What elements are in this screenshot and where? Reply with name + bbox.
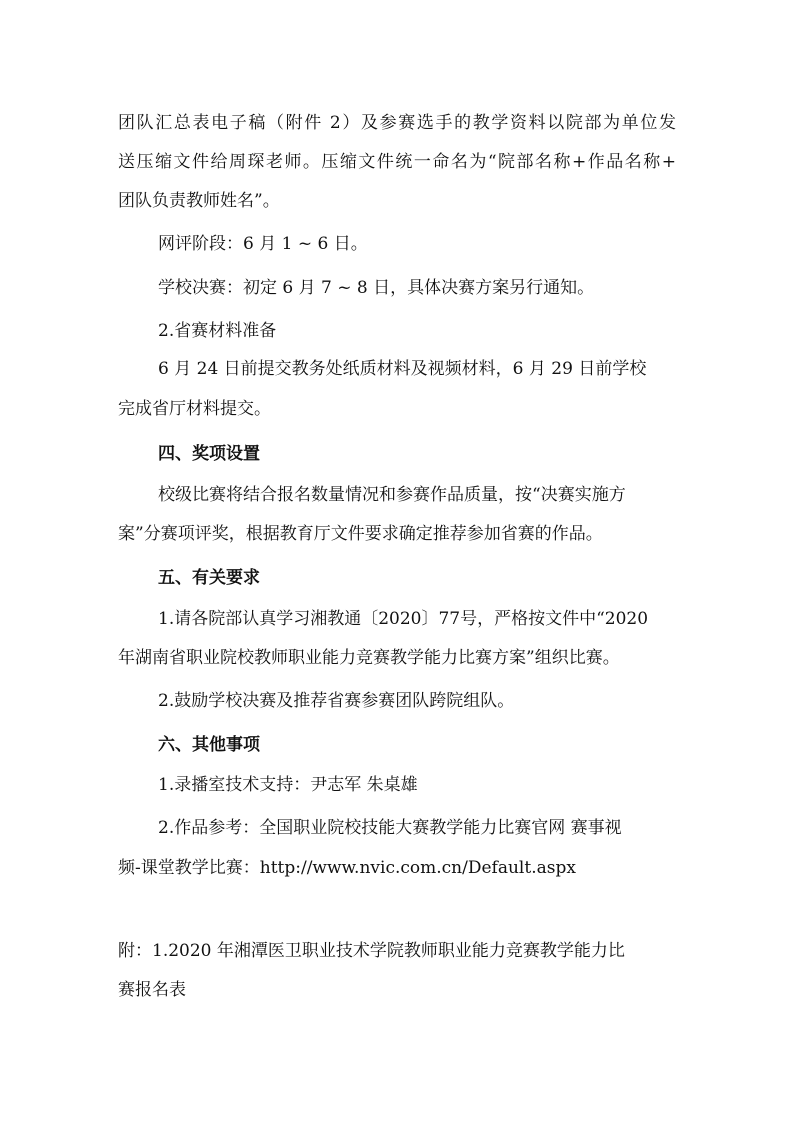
section-heading-awards: 四、奖项设置 (158, 444, 260, 464)
paragraph-line: 1.录播室技术支持：尹志军 朱桌雄 (158, 775, 418, 795)
attachment-note: 赛报名表 (118, 980, 186, 1000)
section-heading-requirements: 五、有关要求 (158, 568, 260, 588)
paragraph-line: 案”分赛项评奖，根据教育厅文件要求确定推荐参加省赛的作品。 (118, 524, 603, 544)
paragraph-line: 2.鼓励学校决赛及推荐省赛参赛团队跨院组队。 (158, 691, 515, 711)
paragraph-line: 年湖南省职业院校教师职业能力竞赛教学能力比赛方案”组织比赛。 (118, 648, 620, 668)
paragraph-line: 团队汇总表电子稿（附件 2）及参赛选手的教学资料以院部为单位发 (118, 113, 676, 133)
attachment-note: 附：1.2020 年湘潭医卫职业技术学院教师职业能力竞赛教学能力比 (118, 941, 625, 961)
paragraph-line: 6 月 24 日前提交教务处纸质材料及视频材料，6 月 29 日前学校 (158, 359, 647, 379)
online-review-stage: 网评阶段：6 月 1 ~ 6 日。 (158, 234, 368, 254)
school-final-stage: 学校决赛：初定 6 月 7 ~ 8 日，具体决赛方案另行通知。 (158, 278, 595, 298)
paragraph-line: 团队负责教师姓名”。 (118, 191, 280, 211)
paragraph-line: 2.作品参考：全国职业院校技能大赛教学能力比赛官网 赛事视 (158, 818, 622, 838)
paragraph-line: 校级比赛将结合报名数量情况和参赛作品质量，按“决赛实施方 (158, 485, 626, 505)
paragraph-line: 送压缩文件给周琛老师。压缩文件统一命名为“院部名称+作品名称+ (118, 152, 676, 172)
section-heading-other: 六、其他事项 (158, 735, 260, 755)
provincial-materials-title: 2.省赛材料准备 (158, 321, 277, 341)
paragraph-line: 完成省厅材料提交。 (118, 399, 271, 419)
paragraph-line: 1.请各院部认真学习湘教通〔2020〕77号，严格按文件中“2020 (158, 609, 649, 629)
paragraph-line: 频-课堂教学比赛：http://www.nvic.com.cn/Default.aspx (118, 858, 576, 878)
